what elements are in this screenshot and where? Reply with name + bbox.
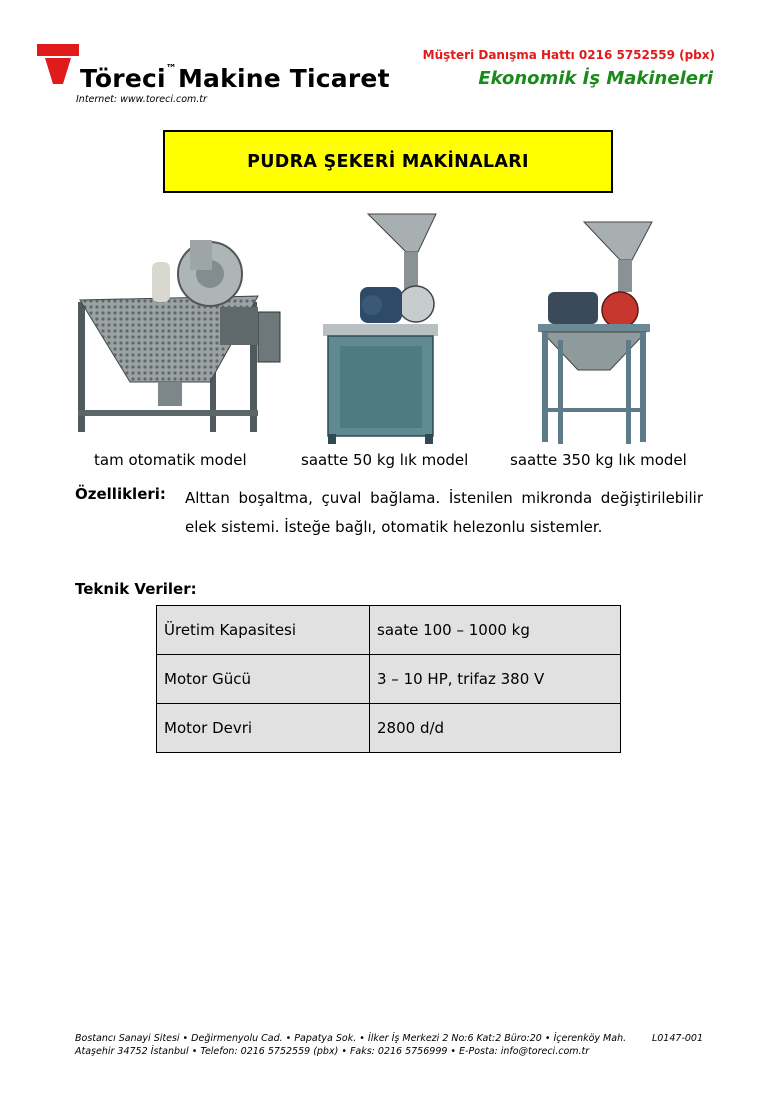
- hotline: Müşteri Danışma Hattı 0216 5752559 (pbx): [422, 48, 715, 62]
- footer-contact: Ataşehir 34752 İstanbul • Telefon: 0216 5752559 (pbx) • Faks: 0216 5756999 • E-Posta: info@toreci.com.tr: [75, 1046, 590, 1057]
- spec-table: [156, 605, 621, 753]
- spec-key: Motor Gücü: [157, 655, 370, 704]
- features-text: Alttan boşaltma, çuval bağlama. İstenilen mikronda değiştirilebilir elek sistemi. İsteğe bağlı, otomatik helezonlu sistemler.: [185, 489, 703, 536]
- spec-key: Üretim Kapasitesi: [157, 606, 370, 655]
- document-code: L0147-001: [651, 1033, 703, 1044]
- 50kg-machine-image: [318, 212, 443, 444]
- toreci-logo-icon: [37, 44, 79, 84]
- page-title: PUDRA ŞEKERİ MAKİNALARI: [247, 151, 529, 172]
- caption-50kg: saatte 50 kg lık model: [301, 451, 469, 469]
- company-name: Töreci™Makine Ticaret: [80, 62, 390, 93]
- spec-key: Motor Devri: [157, 704, 370, 753]
- 350kg-machine-image: [534, 220, 654, 446]
- spec-value: 3 – 10 HP, trifaz 380 V: [370, 655, 621, 704]
- technical-label: Teknik Veriler:: [75, 580, 197, 598]
- slogan: Ekonomik İş Makineleri: [478, 68, 713, 89]
- footer-address: Bostancı Sanayi Sitesi • Değirmenyolu Cad. • Papatya Sok. • İlker İş Merkezi 2 No:6 Kat:2 Büro:20 • İçerenköy Mah.: [75, 1033, 627, 1044]
- website: Internet: www.toreci.com.tr: [76, 94, 207, 105]
- caption-350kg: saatte 350 kg lık model: [510, 451, 687, 469]
- table-row: [157, 655, 621, 704]
- table-row: [157, 704, 621, 753]
- features-label: Özellikleri:: [75, 485, 166, 503]
- full-automatic-machine-image: [70, 232, 285, 440]
- caption-full-automatic: tam otomatik model: [94, 451, 247, 469]
- spec-value: 2800 d/d: [370, 704, 621, 753]
- title-box: [163, 130, 613, 193]
- table-row: [157, 606, 621, 655]
- footer: [75, 1032, 703, 1058]
- spec-value: saate 100 – 1000 kg: [370, 606, 621, 655]
